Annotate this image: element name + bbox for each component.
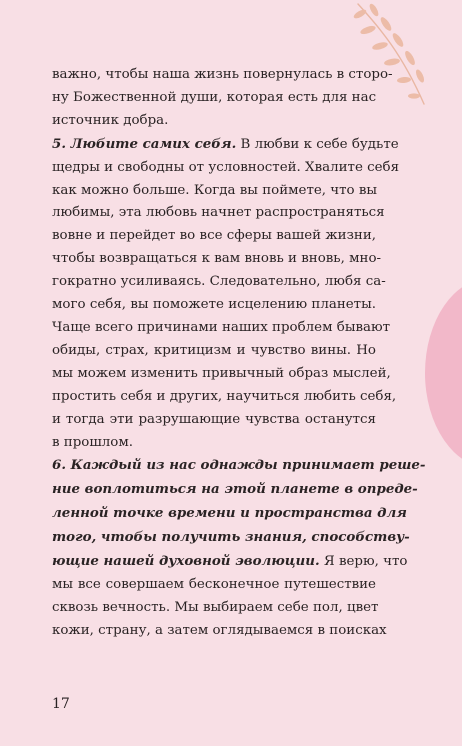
text-segment: Я верю, что bbox=[319, 554, 408, 570]
text-segment: и тогда эти разрушающие чувства останутся bbox=[52, 411, 376, 427]
text-line bbox=[52, 202, 385, 225]
text-line bbox=[52, 64, 393, 87]
text-line bbox=[52, 157, 400, 180]
body-text bbox=[52, 64, 426, 643]
text-segment: обиды, страх, критицизм и чувство вины. Но bbox=[52, 342, 376, 358]
page-number: 17 bbox=[52, 696, 70, 712]
emphasized-text: ние воплотиться на этой планете в опреде- bbox=[52, 481, 418, 498]
text-segment: мого себя, вы поможете исцелению планеты. bbox=[52, 297, 376, 313]
text-line bbox=[52, 502, 407, 526]
emphasized-text: 6. Каждый из нас однажды принимает реше- bbox=[52, 457, 426, 474]
text-line bbox=[52, 110, 376, 133]
emphasized-text: того, чтобы получить знания, способству- bbox=[52, 529, 410, 546]
text-segment: чтобы возвращаться к вам вновь и вновь, мно- bbox=[52, 251, 382, 267]
text-segment: в прошлом. bbox=[52, 434, 134, 450]
text-line bbox=[52, 454, 426, 478]
text-line bbox=[52, 271, 386, 294]
text-line bbox=[52, 180, 376, 203]
emphasized-text: 5. Любите самих себя. bbox=[52, 135, 237, 152]
emphasized-text: ленной точке времени и пространства для bbox=[52, 505, 407, 522]
text-line bbox=[52, 478, 418, 502]
text-segment: как можно больше. Когда вы поймете, что вы bbox=[52, 182, 378, 198]
text-line bbox=[52, 87, 376, 110]
text-line bbox=[52, 574, 376, 597]
text-segment: сквозь вечность. Мы выбираем себе пол, цвет bbox=[52, 599, 379, 615]
text-segment: вовне и перейдет во все сферы вашей жизни, bbox=[52, 228, 376, 244]
text-line bbox=[52, 526, 410, 550]
text-segment: ну Божественной души, которая есть для нас bbox=[52, 89, 377, 105]
text-segment: Чаще всего причинами наших проблем бывают bbox=[52, 319, 391, 335]
text-line bbox=[52, 133, 399, 157]
text-segment: щедры и свободны от условностей. Хвалите себя bbox=[52, 159, 400, 175]
text-line bbox=[52, 317, 391, 340]
text-line bbox=[52, 409, 376, 432]
text-segment: гократно усиливаясь. Следовательно, любя са- bbox=[52, 274, 386, 290]
text-line bbox=[52, 550, 408, 574]
decorative-circle bbox=[425, 278, 462, 468]
text-segment: мы можем изменить привычный образ мыслей, bbox=[52, 365, 391, 381]
text-line bbox=[52, 597, 379, 620]
text-segment: любимы, эта любовь начнет распространяться bbox=[52, 205, 385, 221]
text-line bbox=[52, 248, 382, 271]
text-segment: В любви к себе будьте bbox=[236, 136, 399, 152]
text-segment: простить себя и других, научиться любить себя, bbox=[52, 388, 397, 404]
text-line bbox=[52, 620, 387, 643]
text-segment: мы все совершаем бесконечное путешествие bbox=[52, 576, 376, 592]
text-line bbox=[52, 363, 391, 386]
text-segment: источник добра. bbox=[52, 112, 169, 128]
text-segment: кожи, страну, а затем оглядываемся в поисках bbox=[52, 622, 387, 638]
text-line bbox=[52, 294, 376, 317]
text-segment: важно, чтобы наша жизнь повернулась в сторо- bbox=[52, 67, 393, 82]
text-line bbox=[52, 340, 376, 363]
emphasized-text: ющие нашей духовной эволюции. bbox=[52, 553, 320, 570]
text-line bbox=[52, 225, 376, 248]
text-line bbox=[52, 386, 397, 409]
text-line bbox=[52, 432, 376, 455]
